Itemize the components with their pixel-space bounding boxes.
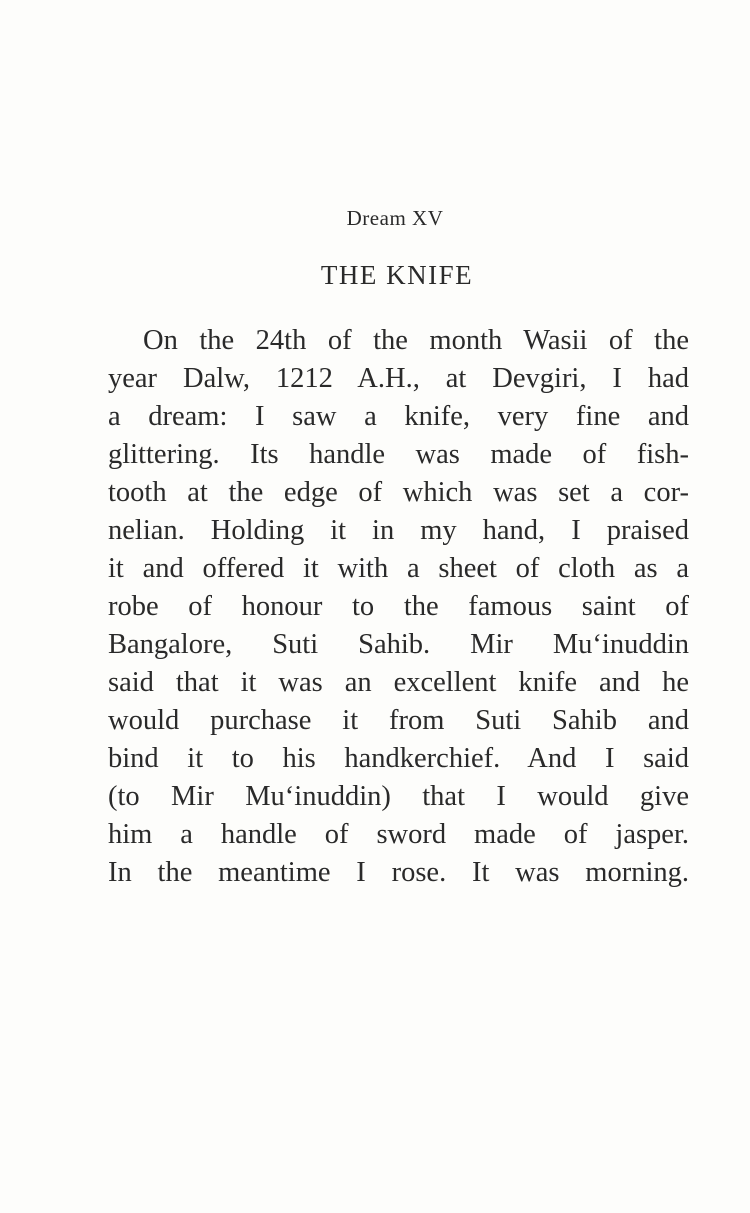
text-line: a dream: I saw a knife, very fine and bbox=[108, 401, 689, 432]
text-line: On the 24th of the month Wasii of the bbox=[143, 325, 689, 356]
text-line: nelian. Holding it in my hand, I praised bbox=[108, 515, 689, 546]
text-line: year Dalw, 1212 A.H., at Devgiri, I had bbox=[108, 363, 689, 394]
text-line: robe of honour to the famous saint of bbox=[108, 591, 689, 622]
chapter-label: Dream XV bbox=[346, 206, 444, 230]
text-line: In the meantime I rose. It was morning. bbox=[108, 857, 689, 888]
text-line: (to Mir Mu‘inuddin) that I would give bbox=[108, 781, 689, 812]
text-line: him a handle of sword made of jasper. bbox=[108, 819, 689, 850]
chapter-title: THE KNIFE bbox=[320, 260, 474, 290]
text-line: said that it was an excellent knife and he bbox=[108, 667, 689, 698]
text-line: it and offered it with a sheet of cloth as a bbox=[108, 553, 689, 584]
text-line: bind it to his handkerchief. And I said bbox=[108, 743, 689, 774]
body-paragraph bbox=[108, 322, 689, 892]
text-line: tooth at the edge of which was set a cor- bbox=[108, 477, 689, 508]
text-line: would purchase it from Suti Sahib and bbox=[108, 705, 689, 736]
text-line: glittering. Its handle was made of fish- bbox=[108, 439, 689, 470]
text-line: Bangalore, Suti Sahib. Mir Mu‘inuddin bbox=[108, 629, 689, 660]
